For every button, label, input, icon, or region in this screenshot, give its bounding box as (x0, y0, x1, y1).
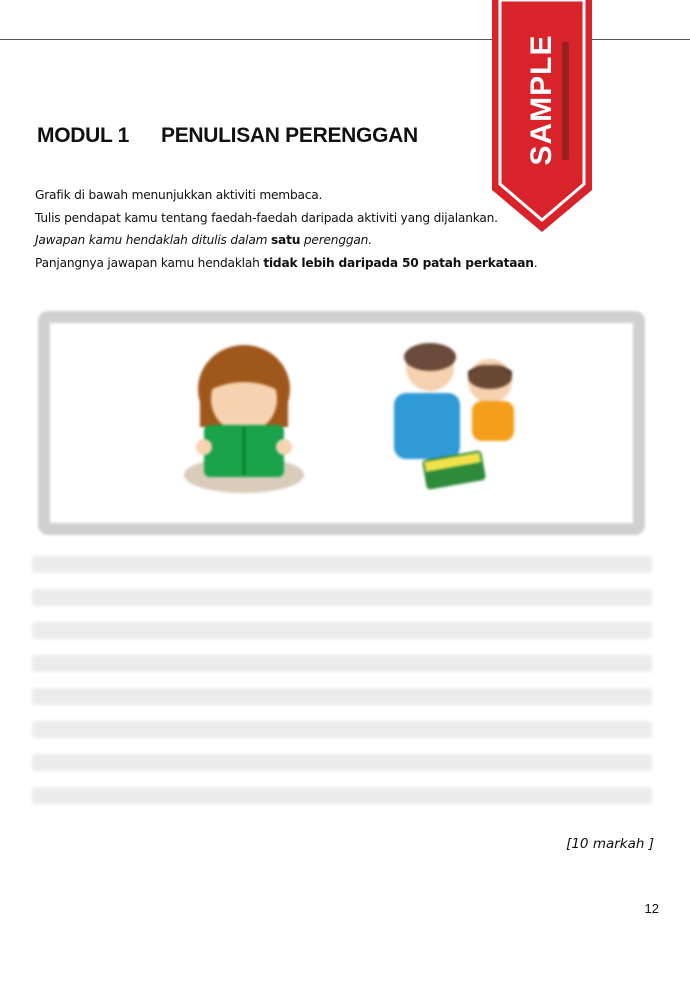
answer-line (32, 622, 652, 639)
module-number: MODUL 1 (37, 124, 130, 147)
module-heading: PENULISAN PERENGGAN (161, 124, 418, 147)
instruction-line-2: Tulis pendapat kamu tentang faedah-faedah daripada aktiviti yang dijalankan. (35, 210, 498, 225)
boys-reading-illustration (380, 337, 530, 507)
instructions (35, 184, 555, 274)
sample-label: SAMPLE (525, 34, 558, 166)
answer-lines (32, 556, 652, 820)
module-title (37, 124, 418, 148)
girl-reading-illustration (174, 337, 314, 507)
instruction-line-3: Jawapan kamu hendaklah ditulis dalam satu perenggan. (35, 233, 372, 247)
instruction-line-4: Panjangnya jawapan kamu hendaklah tidak lebih daripada 50 patah perkataan. (35, 255, 538, 270)
answer-line (32, 556, 652, 573)
answer-line (32, 688, 652, 705)
reading-illustration-frame (38, 311, 645, 535)
instruction-line-1: Grafik di bawah menunjukkan aktiviti membaca. (35, 188, 323, 202)
page-number: 12 (644, 901, 659, 916)
marks-label: [10 markah ] (566, 836, 654, 852)
answer-line (32, 721, 652, 738)
answer-line (32, 589, 652, 606)
answer-line (32, 655, 652, 672)
answer-line (32, 787, 652, 804)
answer-line (32, 754, 652, 771)
